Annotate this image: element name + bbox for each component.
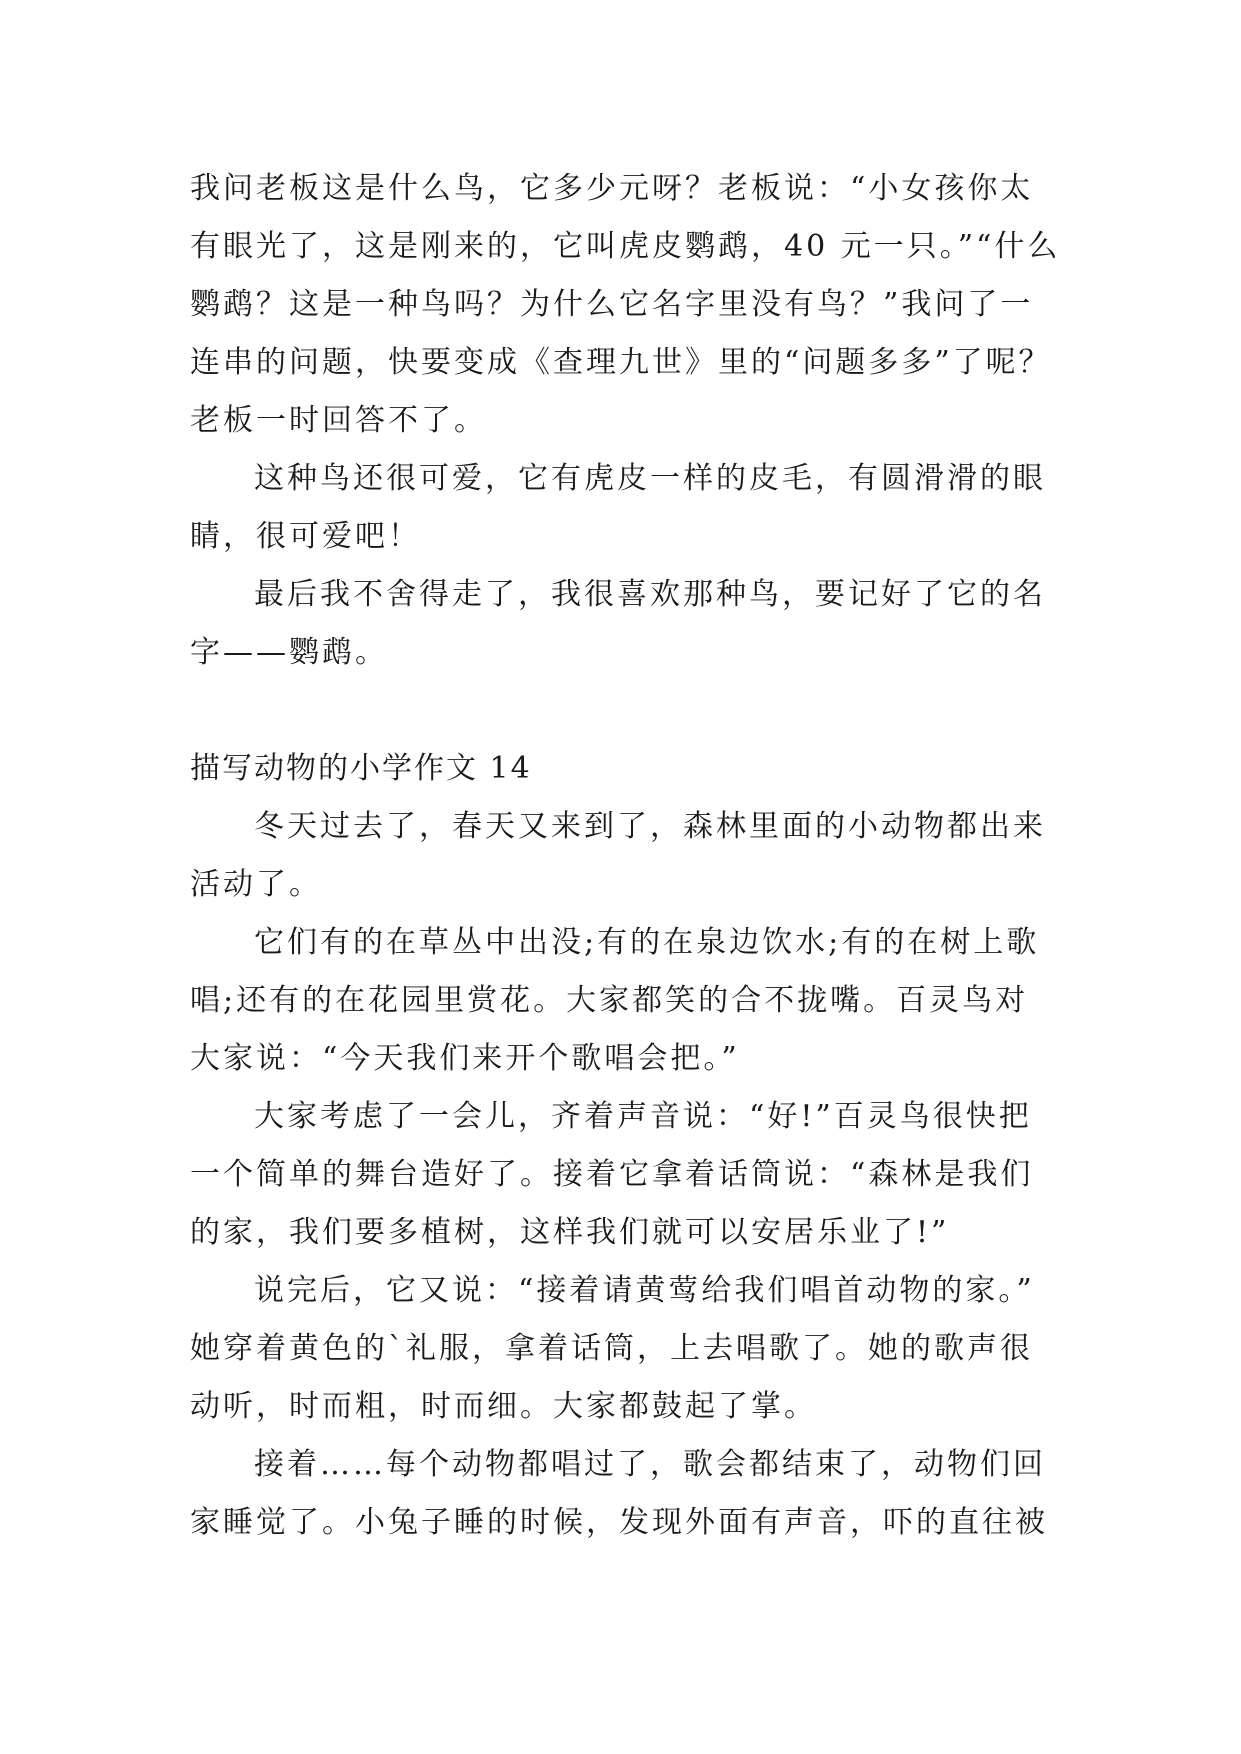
paragraph [190,1436,1050,1552]
text-line: 大家考虑了一会儿，齐着声音说：“好!”百灵鸟很快把 [254,1099,1032,1134]
text-line: 家睡觉了。小兔子睡的时候，发现外面有声音，吓的直往被 [190,1505,1048,1540]
paragraph [190,1088,1050,1262]
text-line: 的家，我们要多植树，这样我们就可以安居乐业了!” [190,1215,950,1250]
text-line: 这种鸟还很可爱，它有虎皮一样的皮毛，有圆滑滑的眼 [254,461,1046,496]
text-line: 睛，很可爱吧！ [190,519,421,554]
text-line: 大家说：“今天我们来开个歌唱会把。” [190,1041,740,1076]
text-line: 有眼光了，这是刚来的，它叫虎皮鹦鹉，40 元一只。”“什么 [190,229,1061,264]
text-line: 最后我不舍得走了，我很喜欢那种鸟，要记好了它的名 [254,577,1046,612]
text-line: 它们有的在草丛中出没;有的在泉边饮水;有的在树上歌 [254,925,1040,960]
paragraph [190,450,1050,566]
text-line: 老板一时回答不了。 [190,403,487,438]
text-line: 字——鹦鹉。 [190,635,388,670]
paragraph [190,1262,1050,1436]
text-line: 唱;还有的在花园里赏花。大家都笑的合不拢嘴。百灵鸟对 [190,983,1029,1018]
text-line: 她穿着黄色的`礼服，拿着话筒，上去唱歌了。她的歌声很 [190,1331,1033,1366]
paragraph [190,566,1050,682]
section-title: 描写动物的小学作文 14 [190,751,532,786]
text-line: 活动了。 [190,867,322,902]
paragraph [190,914,1050,1088]
text-line: 鹦鹉？这是一种鸟吗？为什么它名字里没有鸟？”我问了一 [190,287,1034,322]
text-line: 一个简单的舞台造好了。接着它拿着话筒说：“森林是我们 [190,1157,1034,1192]
blank-line [190,682,1050,740]
text-line: 接着……每个动物都唱过了，歌会都结束了，动物们回 [254,1447,1046,1482]
document-body [190,160,1061,1552]
text-line: 我问老板这是什么鸟，它多少元呀？老板说：“小女孩你太 [190,171,1034,206]
text-line: 动听，时而粗，时而细。大家都鼓起了掌。 [190,1389,817,1424]
paragraph [190,160,1061,450]
text-line: 冬天过去了，春天又来到了，森林里面的小动物都出来 [254,809,1046,844]
text-line: 连串的问题，快要变成《查理九世》里的“问题多多”了呢？ [190,345,1052,380]
paragraph [190,798,1050,914]
text-line: 说完后，它又说：“接着请黄莺给我们唱首动物的家。” [254,1273,1035,1308]
